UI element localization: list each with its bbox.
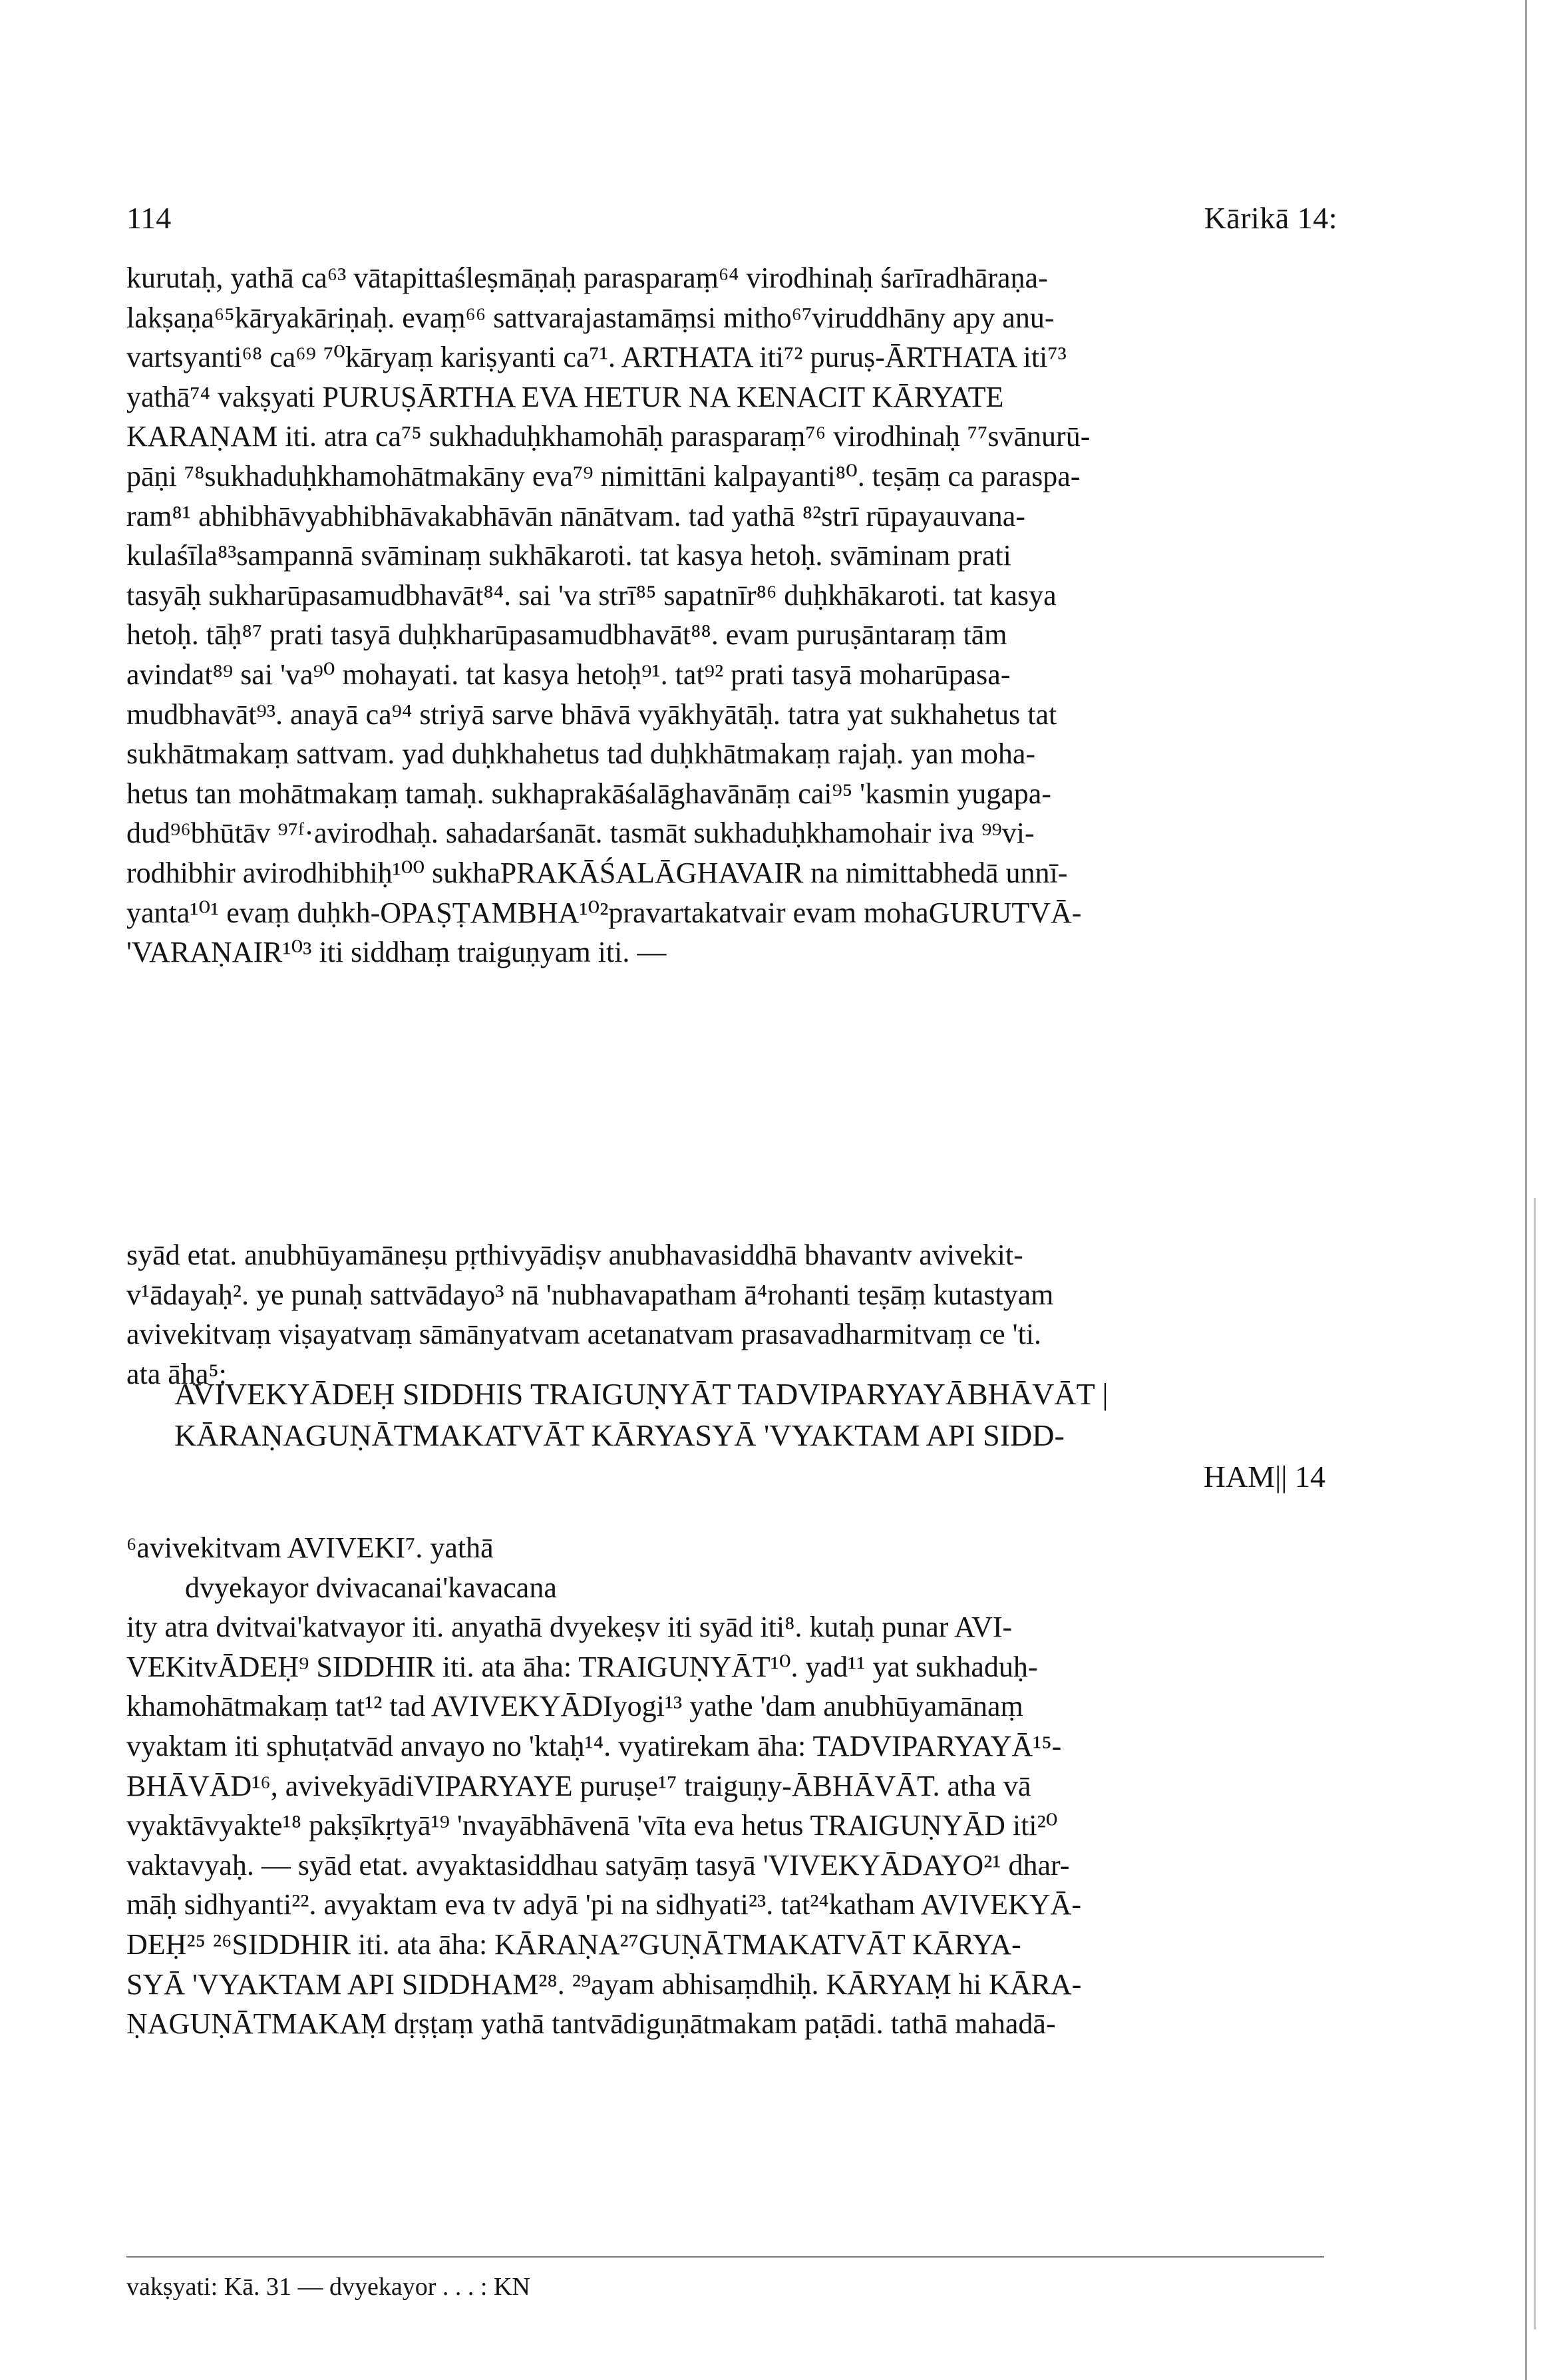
text-line: mudbhavāt⁹³. anayā ca⁹⁴ striyā sarve bhāvā vyākhyātāḥ. tatra yat sukhahetus tat <box>126 697 1057 731</box>
footnote: vakṣyati: Kā. 31 — dvyekayor . . . : KN <box>126 2273 530 2301</box>
commentary-intro-block <box>126 1235 1324 1394</box>
text-line: SYĀ 'VYAKTAM API SIDDHAM²⁸. ²⁹ayam abhisaṃdhiḥ. KĀRYAṂ hi KĀRA- <box>126 1967 1082 2001</box>
text-line: vyaktāvyakte¹⁸ pakṣīkṛtyā¹⁹ 'nvayābhāvenā 'vīta eva hetus TRAIGUṆYĀD iti²⁰ <box>126 1809 1058 1842</box>
text-line: ⁶avivekitvam AVIVEKI⁷. yathā <box>126 1531 494 1564</box>
text-line: sukhātmakaṃ sattvam. yad duḥkhahetus tad duḥkhātmakaṃ rajaḥ. yan moha- <box>126 737 1036 771</box>
text-line: pāṇi ⁷⁸sukhaduḥkhamohātmakāny eva⁷⁹ nimittāni kalpayanti⁸⁰. teṣāṃ ca paraspa- <box>126 459 1081 493</box>
text-line: kulaśīla⁸³sampannā svāminaṃ sukhākaroti. tat kasya hetoḥ. svāminam prati <box>126 539 1011 572</box>
text-line: tasyāḥ sukharūpasamudbhavāt⁸⁴. sai 'va strī⁸⁵ sapatnīr⁸⁶ duḥkhākaroti. tat kasya <box>126 578 1057 612</box>
text-line: yathā⁷⁴ vakṣyati PURUṢĀRTHA EVA HETUR NA KENACIT KĀRYATE <box>126 380 1004 413</box>
text-line: KARAṆAM iti. atra ca⁷⁵ sukhaduḥkhamohāḥ parasparaṃ⁷⁶ virodhinaḥ ⁷⁷svānurū- <box>126 420 1091 453</box>
text-line: VEKitvĀDEḤ⁹ SIDDHIR iti. ata āha: TRAIGUṆYĀT¹⁰. yad¹¹ yat sukhaduḥ- <box>126 1650 1038 1683</box>
commentary-main-block <box>126 1528 1324 2044</box>
text-line: 'VARAṆAIR¹⁰³ iti siddhaṃ traiguṇyam iti. — <box>126 936 667 969</box>
text-line: ram⁸¹ abhibhāvyabhibhāvakabhāvān nānātvam. tad yathā ⁸²strī rūpayauvana- <box>126 499 1025 532</box>
verse-line-2: KĀRAṆAGUṆĀTMAKATVĀT KĀRYASYĀ 'VYAKTAM API SIDD- <box>174 1418 1065 1452</box>
text-line: avindat⁸⁹ sai 'va⁹⁰ mohayati. tat kasya hetoḥ⁹¹. tat⁹² prati tasyā moharūpasa- <box>126 658 1011 691</box>
text-line: dvyekayor dvivacanai'kavacana <box>126 1571 557 1604</box>
text-line: khamohātmakaṃ tat¹² tad AVIVEKYĀDIyogi¹³ yathe 'dam anubhūyamānaṃ <box>126 1690 1023 1723</box>
text-line: ity atra dvitvai'katvayor iti. anyathā dvyekeṣv iti syād iti⁸. kutaḥ punar AVI- <box>126 1611 1013 1644</box>
footnote-divider <box>126 2256 1324 2258</box>
text-line: ata āha⁵: <box>126 1357 227 1390</box>
scan-edge-line <box>1534 1198 1536 2329</box>
verse-line-1: AVIVEKYĀDEḤ SIDDHIS TRAIGUṆYĀT TADVIPARYAYĀBHĀVĀT | <box>174 1377 1109 1411</box>
text-line: dud⁹⁶bhūtāv ⁹⁷ᶠ·avirodhaḥ. sahadarśanāt. tasmāt sukhaduḥkhamohair iva ⁹⁹vi- <box>126 817 1035 850</box>
commentary-top-block <box>126 258 1324 972</box>
text-line: DEḤ²⁵ ²⁶SIDDHIR iti. ata āha: KĀRAṆA²⁷GUṆĀTMAKATVĀT KĀRYA- <box>126 1927 1021 1961</box>
text-line: v¹ādayaḥ². ye punaḥ sattvādayo³ nā 'nubhavapatham ā⁴rohanti teṣāṃ kutastyam <box>126 1278 1054 1311</box>
text-line: BHĀVĀD¹⁶, avivekyādiVIPARYAYE puruṣe¹⁷ traiguṇy-ĀBHĀVĀT. atha vā <box>126 1769 1031 1802</box>
text-line: ṆAGUṆĀTMAKAṂ dṛṣṭaṃ yathā tantvādiguṇātmakam paṭādi. tathā mahadā- <box>126 2007 1056 2041</box>
text-line: lakṣaṇa⁶⁵kāryakāriṇaḥ. evaṃ⁶⁶ sattvarajastamāṃsi mitho⁶⁷viruddhāny apy anu- <box>126 301 1055 334</box>
text-line: avivekitvaṃ viṣayatvaṃ sāmānyatvam acetanatvam prasavadharmitvaṃ ce 'ti. <box>126 1318 1042 1351</box>
text-line: māḥ sidhyanti²². avyaktam eva tv adyā 'pi na sidhyati²³. tat²⁴katham AVIVEKYĀ- <box>126 1888 1081 1921</box>
text-line: rodhibhir avirodhibhiḥ¹⁰⁰ sukhaPRAKĀŚALĀGHAVAIR na nimittabhedā unnī- <box>126 856 1068 889</box>
text-line: vaktavyaḥ. — syād etat. avyaktasiddhau satyāṃ tasyā 'VIVEKYĀDAYO²¹ dhar- <box>126 1848 1070 1882</box>
text-line: hetus tan mohātmakaṃ tamaḥ. sukhaprakāśalāghavānāṃ cai⁹⁵ 'kasmin yugapa- <box>126 777 1051 810</box>
verse-line-3: HAM|| 14 <box>1203 1460 1325 1493</box>
section-title: Kārikā 14: <box>1204 201 1337 235</box>
text-line: hetoḥ. tāḥ⁸⁷ prati tasyā duḥkharūpasamudbhavāt⁸⁸. evam puruṣāntaraṃ tām <box>126 618 1007 652</box>
scan-edge-line <box>1525 0 1527 2380</box>
text-line: kurutaḥ, yathā ca⁶³ vātapittaśleṣmāṇaḥ parasparaṃ⁶⁴ virodhinaḥ śarīradhāraṇa- <box>126 262 1048 294</box>
text-line: vyaktam iti sphuṭatvād anvayo no 'ktaḥ¹⁴. vyatirekam āha: TADVIPARYAYĀ¹⁵- <box>126 1729 1062 1762</box>
karika-verse <box>174 1374 1325 1497</box>
text-line: vartsyanti⁶⁸ ca⁶⁹ ⁷⁰kāryaṃ kariṣyanti ca⁷¹. ARTHATA iti⁷² puruṣ-ĀRTHATA iti⁷³ <box>126 341 1067 374</box>
page-number: 114 <box>126 201 172 235</box>
text-line: syād etat. anubhūyamāneṣu pṛthivyādiṣv anubhavasiddhā bhavantv avivekit- <box>126 1239 1023 1271</box>
text-line: yanta¹⁰¹ evaṃ duḥkh-OPAṢṬAMBHA¹⁰²pravartakatvair evam mohaGURUTVĀ- <box>126 896 1082 929</box>
